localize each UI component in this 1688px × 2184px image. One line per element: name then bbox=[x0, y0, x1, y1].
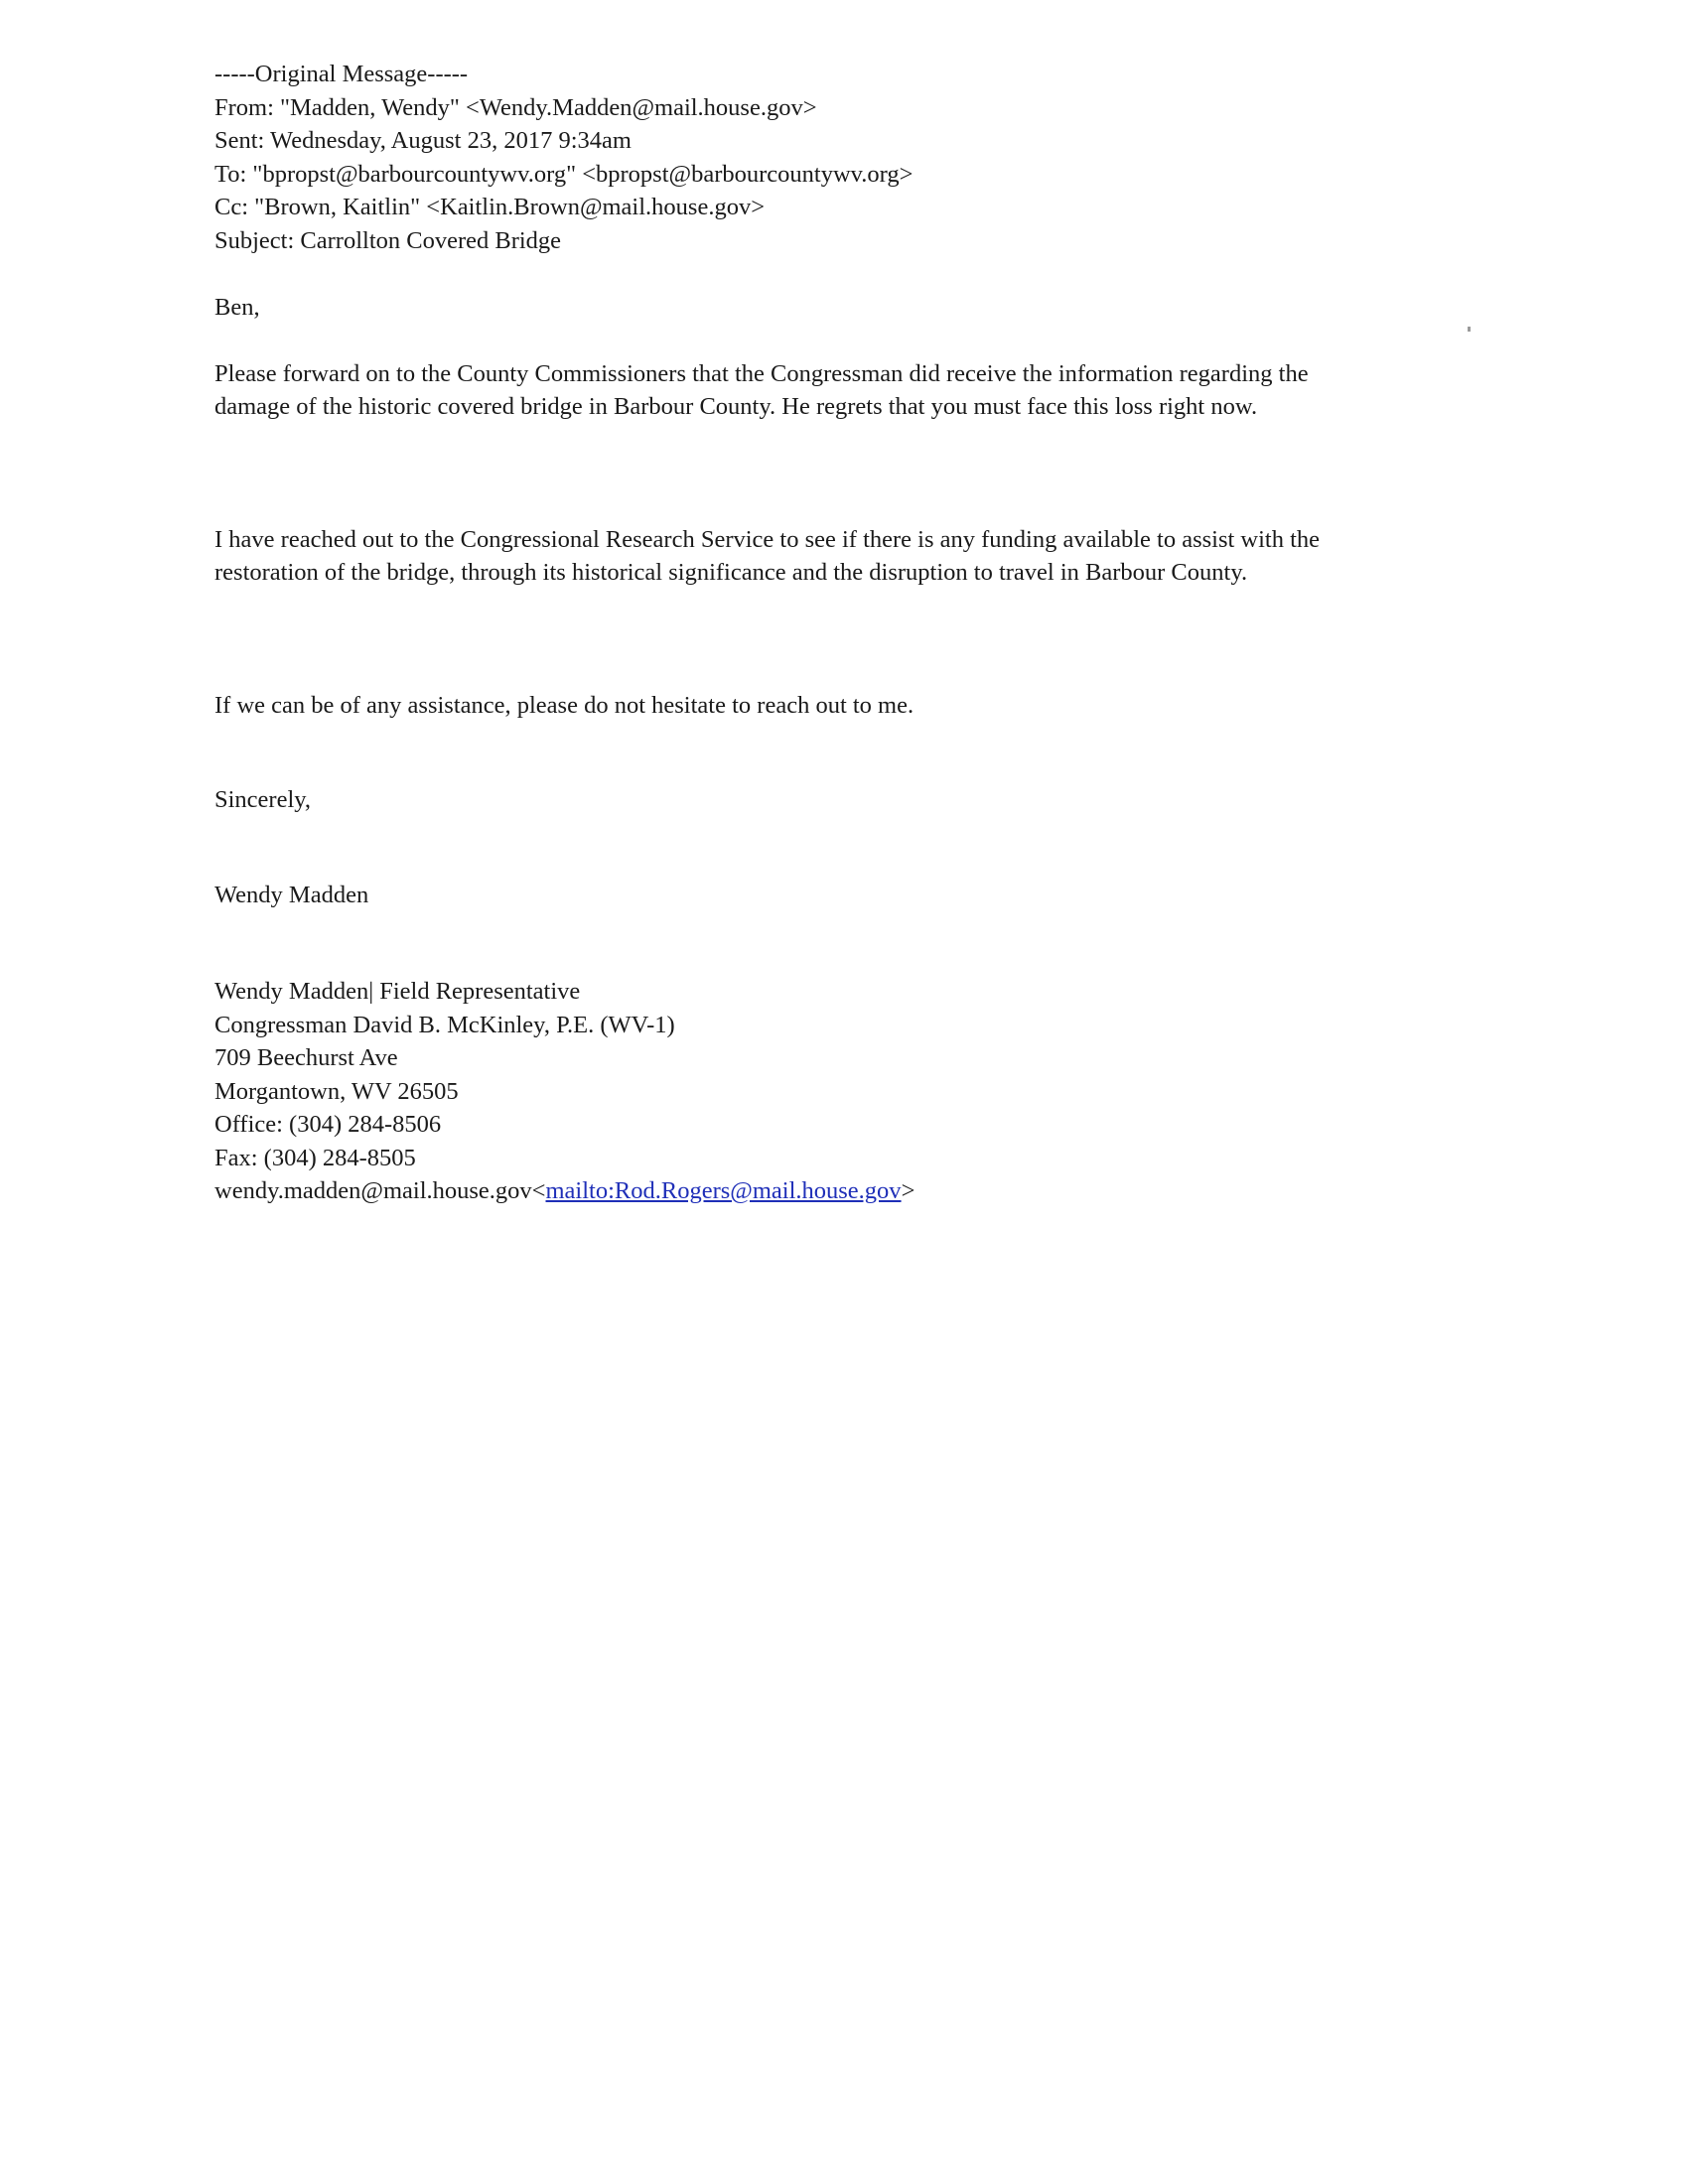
signature-name: Wendy Madden bbox=[214, 881, 369, 908]
from-line: From: "Madden, Wendy" <Wendy.Madden@mail.house.gov> bbox=[214, 93, 817, 121]
scan-speck bbox=[1468, 327, 1471, 332]
cc-line: Cc: "Brown, Kaitlin" <Kaitlin.Brown@mail.house.gov> bbox=[214, 194, 766, 220]
greeting: Ben, bbox=[214, 293, 260, 321]
original-message-separator: -----Original Message----- bbox=[214, 61, 469, 87]
mailto-link[interactable]: mailto:Rod.Rogers@mail.house.gov bbox=[545, 1177, 902, 1204]
signature-office-phone: Office: (304) 284-8506 bbox=[214, 1111, 442, 1138]
subject-line: Subject: Carrollton Covered Bridge bbox=[214, 226, 562, 254]
paragraph-line: damage of the historic covered bridge in Barbour County. He regrets that you must face this loss right now. bbox=[214, 393, 1258, 420]
email-header bbox=[214, 58, 1495, 257]
to-line: To: "bpropst@barbourcountywv.org" <bpropst@barbourcountywv.org> bbox=[214, 160, 914, 188]
signature-street: 709 Beechurst Ave bbox=[214, 1044, 398, 1071]
paragraph-line: I have reached out to the Congressional Research Service to see if there is any funding available to assist with the bbox=[214, 525, 1321, 553]
closing: Sincerely, bbox=[214, 786, 312, 813]
paragraph-assistance: If we can be of any assistance, please do not hesitate to reach out to me. bbox=[214, 691, 914, 719]
signature-title: Wendy Madden| Field Representative bbox=[214, 978, 581, 1005]
signature-fax: Fax: (304) 284-8505 bbox=[214, 1144, 416, 1171]
signature-city: Morgantown, WV 26505 bbox=[214, 1077, 459, 1105]
paragraph-line: Please forward on to the County Commissioners that the Congressman did receive the information regarding the bbox=[214, 359, 1309, 387]
paragraph-research-service bbox=[214, 523, 1495, 590]
paragraph-line: restoration of the bridge, through its historical significance and the disruption to travel in Barbour County. bbox=[214, 559, 1248, 586]
signature-block bbox=[214, 975, 1495, 1208]
signature-email bbox=[214, 1174, 1495, 1208]
email-close: > bbox=[901, 1177, 915, 1204]
email-body bbox=[214, 291, 1495, 912]
email-document bbox=[214, 58, 1495, 1208]
signature-office: Congressman David B. McKinley, P.E. (WV-1) bbox=[214, 1011, 675, 1038]
email-text: wendy.madden@mail.house.gov< bbox=[214, 1177, 546, 1204]
paragraph-commissioners bbox=[214, 357, 1495, 424]
sent-line: Sent: Wednesday, August 23, 2017 9:34am bbox=[214, 127, 632, 154]
